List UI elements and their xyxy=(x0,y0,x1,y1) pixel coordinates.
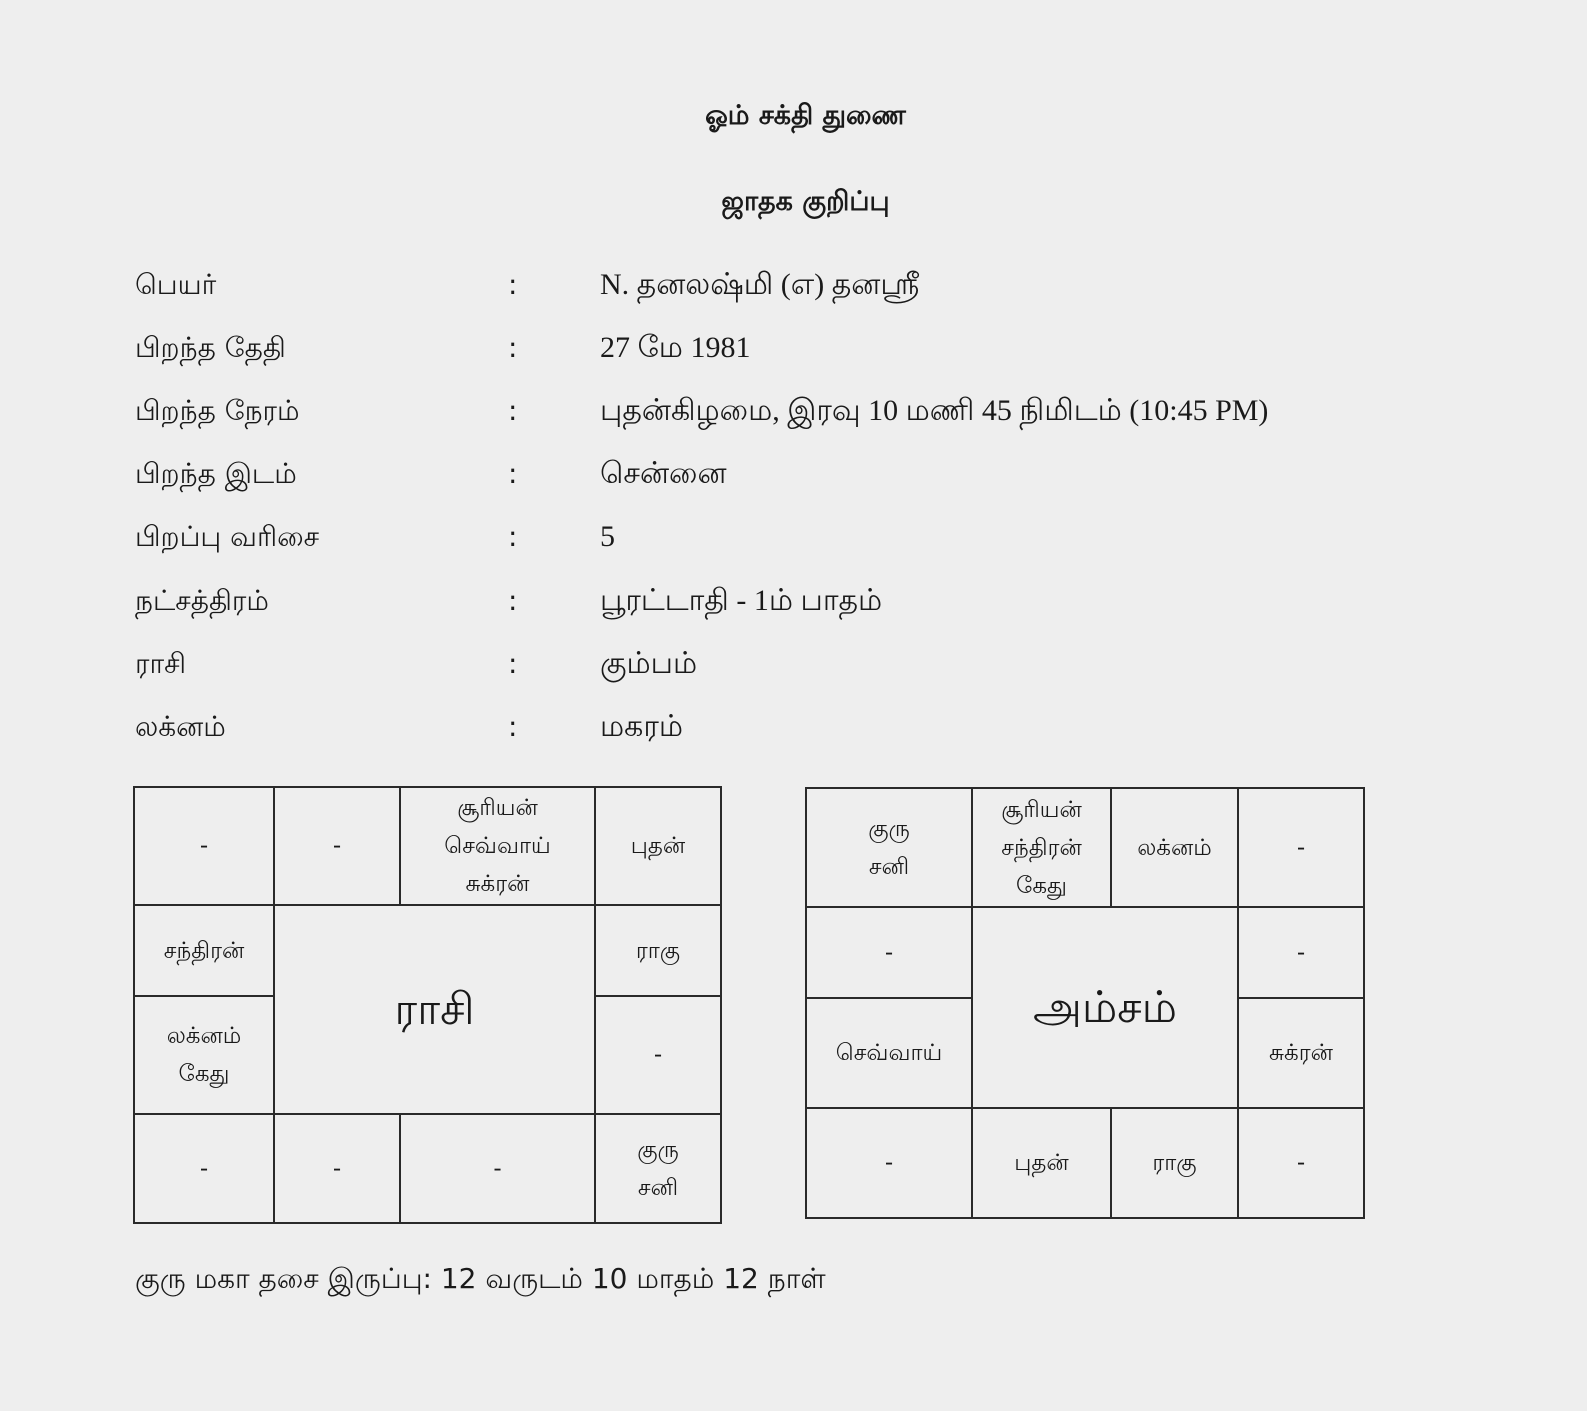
detail-label: பெயர் xyxy=(135,268,217,301)
amsam_chart-house-cell xyxy=(806,998,972,1108)
rasi_chart-house-cell xyxy=(134,1114,274,1223)
detail-value: பூரட்டாதி - 1ம் பாதம் xyxy=(600,584,883,617)
planet-label: சூரியன் xyxy=(457,795,538,821)
planet-label: - xyxy=(884,1150,894,1176)
planet-label: குரு xyxy=(868,815,910,842)
detail-value: புதன்கிழமை, இரவு 10 மணி 45 நிமிடம் (10:45 PM) xyxy=(600,394,1269,427)
planet-label: சனி xyxy=(637,1174,679,1201)
detail-colon: : xyxy=(508,584,518,617)
amsam_chart-house-cell xyxy=(806,788,972,907)
planet-label: லக்னம் xyxy=(166,1023,242,1049)
rasi_chart-house-cell xyxy=(134,787,274,905)
planet-label: லக்னம் xyxy=(1137,834,1212,861)
detail-value: கும்பம் xyxy=(600,647,698,680)
amsam_chart-house-cell xyxy=(806,1108,972,1218)
amsam_chart-house-cell xyxy=(972,1108,1111,1218)
planet-label: - xyxy=(332,1155,342,1182)
rasi_chart-center xyxy=(274,905,595,1114)
planet-label: சந்திரன் xyxy=(163,937,245,964)
rasi-chart xyxy=(133,786,722,1224)
detail-value: 5 xyxy=(600,520,615,553)
planet-label: சூரியன் xyxy=(1001,796,1082,823)
planet-label: சுக்ரன் xyxy=(465,871,530,897)
detail-colon: : xyxy=(508,331,518,364)
chart-center-label: அம்சம் xyxy=(1032,981,1178,1033)
amsam_chart-house-cell xyxy=(1238,1108,1364,1218)
rasi_chart-house-cell xyxy=(274,1114,400,1223)
detail-colon: : xyxy=(508,268,518,301)
planet-label: செவ்வாய் xyxy=(444,833,551,859)
detail-value: 27 மே 1981 xyxy=(600,331,751,364)
detail-colon: : xyxy=(508,394,518,427)
planet-label: கேது xyxy=(178,1061,230,1087)
detail-label: பிறந்த தேதி xyxy=(135,331,286,364)
planet-label: புதன் xyxy=(1014,1150,1069,1176)
amsam_chart-house-cell xyxy=(806,907,972,998)
rasi_chart-house-cell xyxy=(134,905,274,996)
detail-label: பிறந்த இடம் xyxy=(135,457,297,490)
detail-colon: : xyxy=(508,647,518,680)
planet-label: கேது xyxy=(1016,872,1067,899)
detail-label: பிறப்பு வரிசை xyxy=(135,520,320,553)
detail-colon: : xyxy=(508,710,518,743)
rasi_chart-house-cell xyxy=(134,996,274,1114)
planet-label: சுக்ரன் xyxy=(1269,1040,1333,1066)
planet-label: - xyxy=(1296,1150,1306,1176)
amsam_chart-house-cell xyxy=(1111,788,1238,907)
rasi_chart-house-cell xyxy=(595,905,721,996)
planet-label: - xyxy=(653,1042,663,1068)
chart-center-label: ராசி xyxy=(394,983,475,1035)
amsam_chart-house-cell xyxy=(972,788,1111,907)
planet-label: - xyxy=(1296,939,1306,966)
amsam_chart-house-cell xyxy=(1111,1108,1238,1218)
planet-label: - xyxy=(1296,834,1306,861)
rasi_chart-house-cell xyxy=(400,787,595,905)
amsam_chart-center xyxy=(972,907,1238,1108)
planet-label: - xyxy=(493,1155,502,1182)
detail-value: N. தனலஷ்மி (எ) தனஸ்ரீ xyxy=(600,268,920,301)
planet-label: - xyxy=(199,1155,209,1182)
planet-label: சந்திரன் xyxy=(1001,834,1082,861)
dasa-balance: குரு மகா தசை இருப்பு: 12 வருடம் 10 மாதம் 12 நாள் xyxy=(135,1262,826,1295)
amsam_chart-house-cell xyxy=(1238,907,1364,998)
detail-label: நட்சத்திரம் xyxy=(135,584,269,617)
amsam_chart-house-cell xyxy=(1238,998,1364,1108)
planet-label: - xyxy=(199,833,209,859)
rasi_chart-house-cell xyxy=(274,787,400,905)
rasi_chart-house-cell xyxy=(595,787,721,905)
amsam-chart xyxy=(805,787,1365,1219)
document-title: ஜாதக குறிப்பு xyxy=(721,186,890,217)
planet-label: செவ்வாய் xyxy=(835,1040,943,1066)
detail-value: சென்னை xyxy=(600,457,727,490)
planet-label: - xyxy=(332,833,342,859)
detail-label: பிறந்த நேரம் xyxy=(135,394,300,427)
detail-value: மகரம் xyxy=(600,710,683,743)
detail-label: லக்னம் xyxy=(135,710,226,743)
amsam_chart-house-cell xyxy=(1238,788,1364,907)
rasi_chart-house-cell xyxy=(595,1114,721,1223)
invocation-heading: ஓம் சக்தி துணை xyxy=(705,100,906,131)
detail-colon: : xyxy=(508,520,518,553)
detail-colon: : xyxy=(508,457,518,490)
planet-label: - xyxy=(884,939,894,966)
detail-label: ராசி xyxy=(135,647,187,680)
planet-label: ராகு xyxy=(1152,1150,1197,1176)
planet-label: சனி xyxy=(868,853,910,880)
planet-label: குரு xyxy=(637,1136,679,1163)
planet-label: ராகு xyxy=(635,937,681,964)
rasi_chart-house-cell xyxy=(400,1114,595,1223)
rasi_chart-house-cell xyxy=(595,996,721,1114)
planet-label: புதன் xyxy=(630,833,686,859)
